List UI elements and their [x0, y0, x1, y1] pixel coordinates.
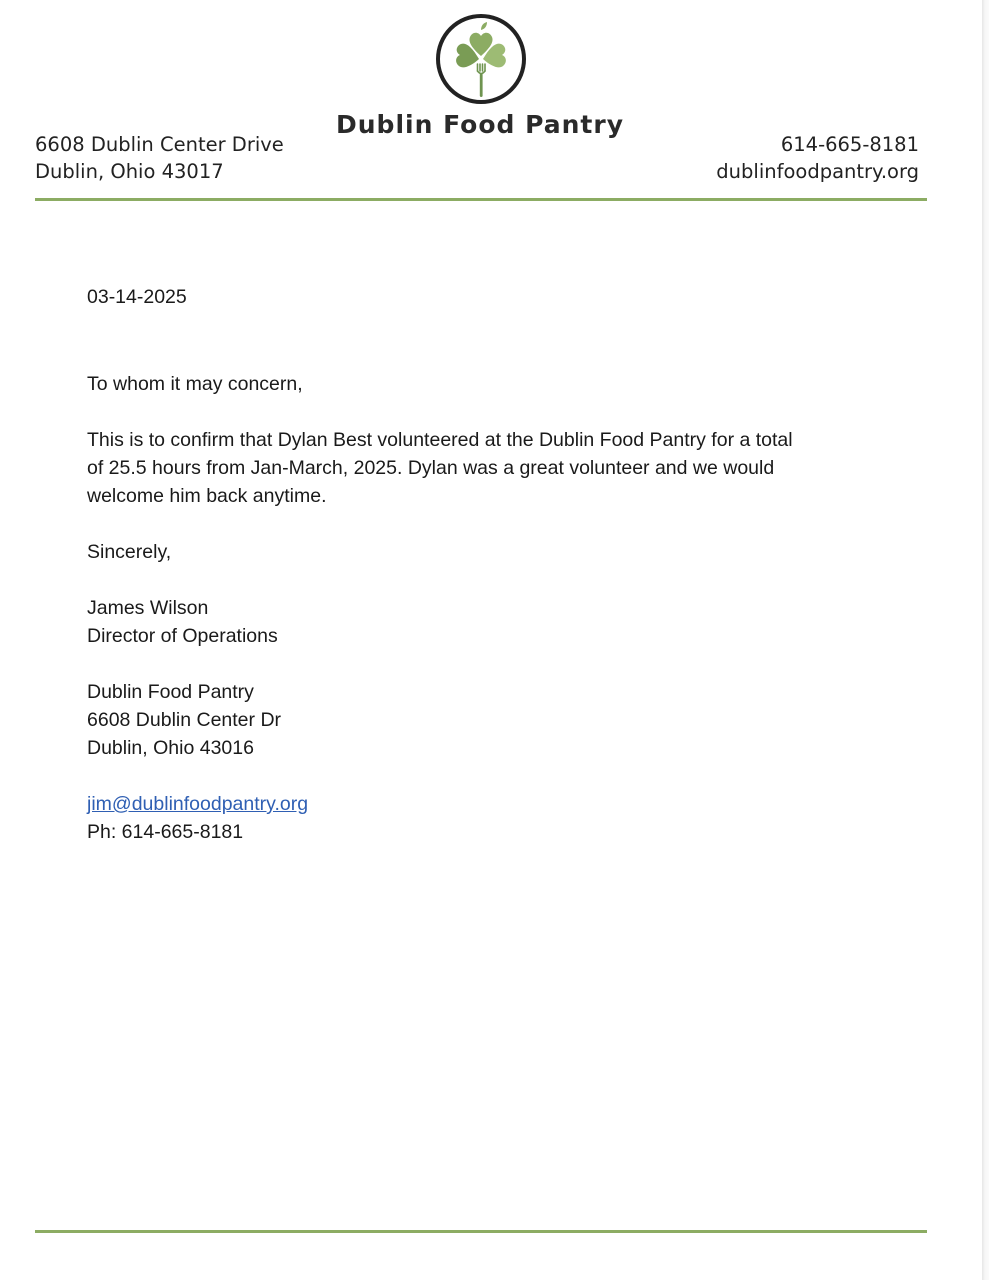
- header-divider: [35, 198, 927, 201]
- letterhead-website: dublinfoodpantry.org: [716, 160, 919, 183]
- letter-closing: Sincerely,: [87, 541, 172, 563]
- org-line-1: Dublin Food Pantry: [87, 681, 254, 703]
- org-line-2: 6608 Dublin Center Dr: [87, 709, 282, 731]
- signer-title: Director of Operations: [87, 625, 278, 647]
- address-line-2: Dublin, Ohio 43017: [35, 160, 224, 183]
- org-line-3: Dublin, Ohio 43016: [87, 737, 254, 759]
- signer-block: [87, 594, 877, 650]
- letterhead-address: [35, 131, 284, 185]
- footer-divider: [35, 1230, 927, 1233]
- contact-block: [87, 790, 877, 846]
- body-line-3: welcome him back anytime.: [87, 485, 327, 507]
- shamrock-fork-icon: [434, 12, 528, 106]
- letterhead-org-name: Dublin Food Pantry: [336, 110, 624, 139]
- letterhead-contact: [716, 131, 919, 185]
- letter-body: [87, 426, 877, 510]
- letter-greeting: To whom it may concern,: [87, 373, 303, 395]
- org-address-block: [87, 678, 877, 762]
- phone-line: Ph: 614-665-8181: [87, 821, 244, 843]
- address-line-1: 6608 Dublin Center Drive: [35, 133, 284, 156]
- body-line-1: This is to confirm that Dylan Best volunteered at the Dublin Food Pantry for a total: [87, 429, 793, 451]
- email-link[interactable]: jim@dublinfoodpantry.org: [87, 793, 309, 815]
- letter-date: 03-14-2025: [87, 286, 187, 308]
- signer-name: James Wilson: [87, 597, 209, 619]
- letterhead-phone: 614-665-8181: [780, 133, 919, 156]
- page-edge: [982, 0, 989, 1280]
- body-line-2: of 25.5 hours from Jan-March, 2025. Dylan was a great volunteer and we would: [87, 457, 775, 479]
